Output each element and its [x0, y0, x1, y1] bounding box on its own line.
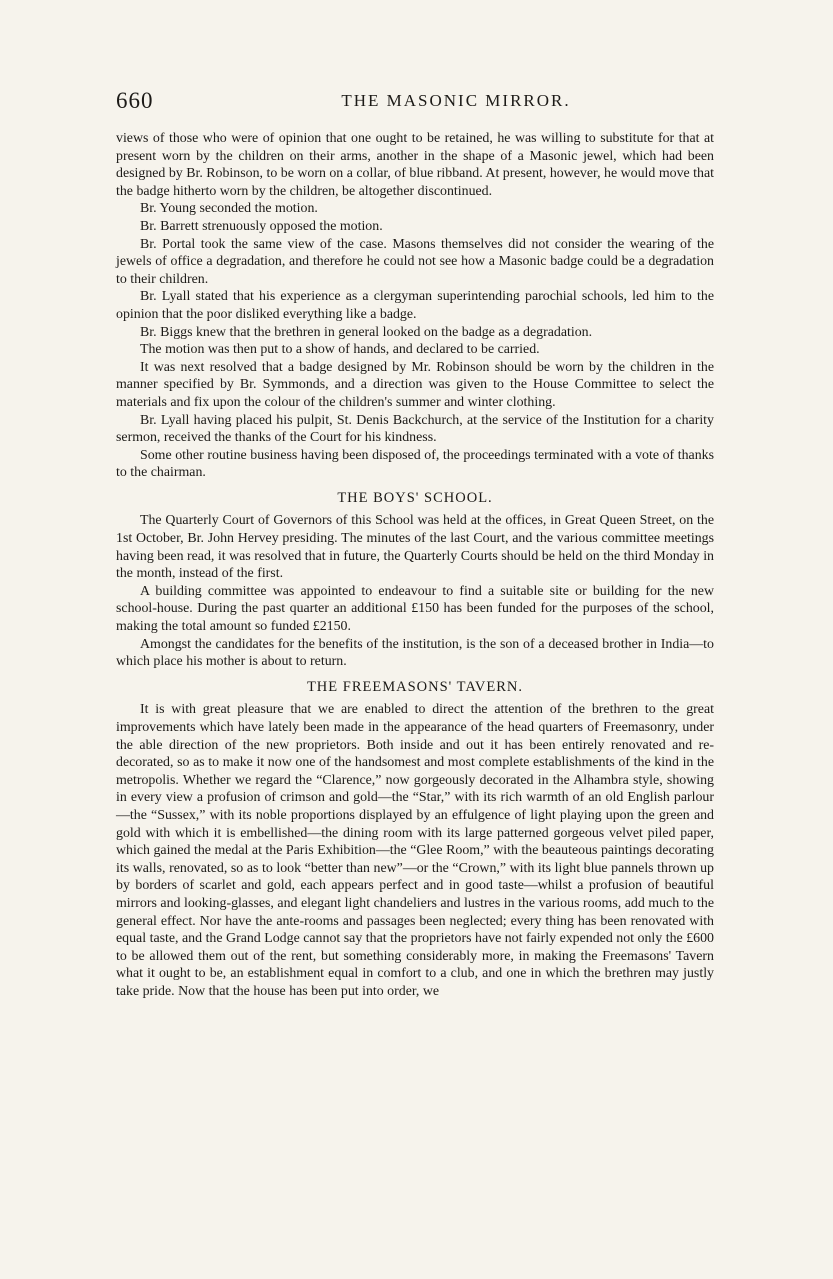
paragraph: It was next resolved that a badge designed by Mr. Robinson should be worn by the children in the manner specified by Br. Symmonds, and a direction was given to the House Committee to select the materials and fix upon the colour of the children's summer and winter clothing. — [116, 359, 714, 410]
running-title: THE MASONIC MIRROR. — [341, 91, 571, 110]
paragraph: Amongst the candidates for the benefits of the institution, is the son of a deceased brother in India—to which place his mother is about to return. — [116, 636, 714, 670]
page-number: 660 — [116, 88, 154, 113]
paragraph: Br. Lyall stated that his experience as a clergyman superintending parochial schools, led him to the opinion that the poor disliked everything like a badge. — [116, 289, 714, 322]
page-header — [116, 88, 716, 114]
section-heading-freemasons-tavern: THE FREEMASONS' TAVERN. — [306, 678, 524, 695]
paragraph: Br. Portal took the same view of the case. Masons themselves did not consider the wearing of the jewels of office a degradation, and therefore he could not see how a Masonic badge could be a degradation to their children. — [116, 236, 714, 287]
paragraph: Br. Biggs knew that the brethren in general looked on the badge as a degradation. — [140, 324, 593, 340]
paragraph: Br. Young seconded the motion. — [140, 201, 318, 217]
paragraph: Br. Lyall having placed his pulpit, St. Denis Backchurch, at the service of the Institution for a charity sermon, received the thanks of the Court for his kindness. — [116, 412, 714, 446]
paragraph: Some other routine business having been disposed of, the proceedings terminated with a vote of thanks to the chairman. — [116, 447, 714, 481]
article-body — [116, 130, 714, 1001]
paragraph: It is with great pleasure that we are enabled to direct the attention of the brethren to the great improvements which have lately been made in the appearance of the head quarters of Freemasonry, under the able direction of the new proprietors. Both inside and out it has been entirely renovated and re-decorated, so as to make it now one of the handsomest and most complete establishments of the kind in the metropolis. Whether we regard the “Clarence,” now gorgeously decorated in the Alhambra style, showing in every view a profusion of crimson and gold—the “Star,” with its rich warmth of an old English parlour—the “Sussex,” with its noble proportions displayed by an effulgence of light playing upon the green and gold with which it is embellished—the dining room with its large patterned gorgeous velvet piled paper, which gained the medal at the Paris Exhibition—the “Glee Room,” with the beauteous paintings decorating its walls, renovated, so as to look “better than new”—or the “Crown,” with its light blue pannels thrown up by borders of scarlet and gold, each appears perfect and in good taste—whilst a profusion of beautiful mirrors and looking-glasses, and elegant light chandeliers and lustres in the various rooms, add much to the general effect. Nor have the ante-rooms and passages been neglected; every thing has been renovated with equal taste, and the Grand Lodge cannot say that the proprietors have not fairly expended not only the £600 to be allowed them out of the rent, but something considerably more, in making the Freemasons' Tavern what it ought to be, an establishment equal in comfort to a club, and one in which the brethren may justly take pride. Now that the house has been put into order, we — [116, 702, 714, 999]
section-heading-boys-school: THE BOYS' SCHOOL. — [337, 489, 493, 506]
paragraph: Br. Barrett strenuously opposed the motion. — [140, 218, 383, 234]
paragraph: The motion was then put to a show of hands, and declared to be carried. — [140, 342, 540, 358]
paragraph: views of those who were of opinion that one ought to be retained, he was willing to substitute for that at present worn by the children on their arms, another in the shape of a Masonic jewel, which had been designed by Br. Robinson, to be worn on a collar, of blue ribband. At present, however, he would move that the badge hitherto worn by the children, be altogether discontinued. — [116, 131, 714, 199]
paragraph: A building committee was appointed to endeavour to find a suitable site or building for the new school-house. During the past quarter an additional £150 has been funded for the purposes of the school, making the total amount so funded £2150. — [116, 583, 714, 635]
paragraph: The Quarterly Court of Governors of this School was held at the offices, in Great Queen Street, on the 1st October, Br. John Hervey presiding. The minutes of the last Court, and the various committee meetings having been read, it was resolved that in future, the Quarterly Courts should be held on the third Monday in the month, instead of the first. — [116, 513, 714, 582]
